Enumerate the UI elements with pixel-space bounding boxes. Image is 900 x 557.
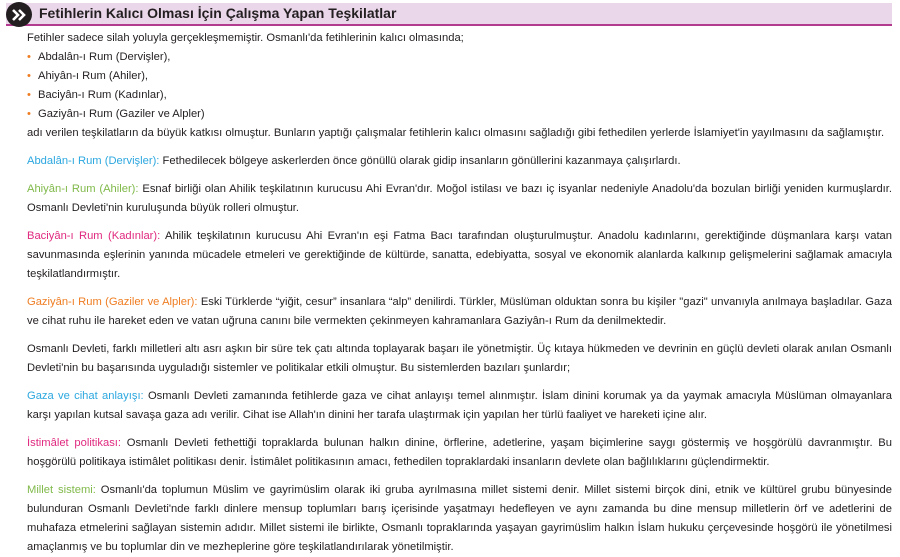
term-ahiyan: Ahiyân-ı Rum (Ahiler):: [27, 183, 139, 195]
section-header: [6, 3, 892, 26]
paragraph-abdalan: [27, 152, 892, 171]
term-abdalan: Abdalân-ı Rum (Dervişler):: [27, 155, 160, 167]
teskilat-list: [27, 48, 892, 124]
paragraph-istimalet: [27, 434, 892, 472]
intro-after-text: adı verilen teşkilatların da büyük katkısı olmuştur. Bunların yaptığı çalışmalar fetihlerin kalıcı olmasını sağladığı gibi fethedilen yerlerde İslamiyet'in yayılmasını da sağlamıştır.: [27, 127, 885, 139]
list-item: • Gaziyân-ı Rum (Gaziler ve Alpler): [27, 105, 892, 124]
list-item: • Baciyân-ı Rum (Kadınlar),: [27, 86, 892, 105]
term-gaziyan: Gaziyân-ı Rum (Gaziler ve Alpler):: [27, 296, 198, 308]
paragraph-devlet: Osmanlı Devleti, farklı milletleri altı asrı aşkın bir süre tek çatı altında toplayarak başarı ile yönetmiştir. Üç kıtaya hükmeden ve devrinin en güçlü devleti olarak anılan Osmanlı Devleti'nin bu başarısında uyguladığı sistemler ve politikalar etkili olmuştur. Bu sistemlerden bazıları şunlardır;: [27, 343, 892, 374]
paragraph-ahiyan: [27, 180, 892, 218]
list-item: • Ahiyân-ı Rum (Ahiler),: [27, 67, 892, 86]
text-abdalan: Fethedilecek bölgeye askerlerden önce gönüllü olarak gidip insanların gönüllerini kazanmaya çalışırlardı.: [159, 155, 681, 167]
text-gaziyan: Eski Türklerde “yiğit, cesur” insanlara “alp” denilirdi. Türkler, Müslüman olduktan sonra bu kişiler "gazi" unvanıyla anılmaya başladılar. Gaza ve cihat ruhu ile hareket eden ve vatan uğruna canını bile vermekten çekinmeyen kahramanlara Gaziyân-ı Rum da denilmektedir.: [27, 296, 892, 327]
paragraph-gaza: [27, 387, 892, 425]
content: [27, 29, 892, 557]
term-gaza: Gaza ve cihat anlayışı:: [27, 390, 144, 402]
double-chevron-right-icon: [6, 2, 32, 27]
paragraph-baciyan: [27, 227, 892, 284]
paragraph-gaziyan: [27, 293, 892, 331]
text-millet: Osmanlı'da toplumun Müslim ve gayrimüslim olarak iki gruba ayrılmasına millet sistemi denir. Millet sistemi birçok dini, etnik ve kültürel grubu bünyesinde bulunduran Osmanlı Devleti'nde farklı dinlere mensup toplumları barış içerisinde yaşatmayı hedefleyen ve aynı zamanda bu dine mensup milletlerin örf ve adetlerini de muhafaza etmelerini sağlayan sistemin adıdır. Millet sistemi ile birlikte, Osmanlı topraklarında yaşayan gayrimüslim halkın İslam hukuku çerçevesinde hoşgörü ile yönetilmesi amaçlanmış ve bu toplumlar din ve mezheplerine göre teşkilatlandırılarak yönetilmiştir.: [27, 484, 892, 553]
term-baciyan: Baciyân-ı Rum (Kadınlar):: [27, 230, 161, 242]
term-millet: Millet sistemi:: [27, 484, 96, 496]
text-baciyan: Ahilik teşkilatının kurucusu Ahi Evran'ın eşi Fatma Bacı tarafından oluşturulmuştur. Anadolu kadınlarını, gerektiğinde düşmanlara karşı vatan savunmasında eşlerinin yanında mücadele etmeleri ve gerektiğinde de kültürde, sanatta, edebiyatta, sosyal ve ekonomik alanlarda kalkınıp gelişmelerini sağlamak amacıyla teşkilatlandırmıştır.: [27, 230, 892, 280]
text-gaza: Osmanlı Devleti zamanında fetihlerde gaza ve cihat anlayışı temel alınmıştır. İslam dinini korumak ya da yaymak amacıyla Müslüman olmayanlara karşı yapılan kutsal savaşa gaza adı verilir. Cihat ise Allah'ın dinini her tarafa ulaştırmak için yapılan her türlü faaliyet ve hareketi içine alır.: [27, 390, 892, 421]
section-title: Fetihlerin Kalıcı Olması İçin Çalışma Yapan Teşkilatlar: [39, 5, 397, 21]
intro-text: Fetihler sadece silah yoluyla gerçekleşmemiştir. Osmanlı'da fetihlerinin kalıcı olmasında;: [27, 32, 464, 44]
text-ahiyan: Esnaf birliği olan Ahilik teşkilatının kurucusu Ahi Evran'dır. Moğol istilası ve bazı iç isyanlar nedeniyle Anadolu'da bozulan birliği yeniden kurmuşlardır. Osmanlı Devleti'nin kuruluşunda büyük rolleri olmuştur.: [27, 183, 892, 214]
paragraph-millet: [27, 481, 892, 557]
text-istimalet: Osmanlı Devleti fethettiği topraklarda bulunan halkın dinine, örflerine, adetlerine, yaşam biçimlerine saygı göstermiş ve hoşgörülü davranmıştır. Bu hoşgörülü politikaya istimâlet politikası denir. İstimâlet politikasının amacı, fethedilen topraklardaki insanların devlete olan bağlılıklarını güçlendirmektir.: [27, 437, 892, 468]
term-istimalet: İstimâlet politikası:: [27, 437, 122, 449]
list-item: • Abdalân-ı Rum (Dervişler),: [27, 48, 892, 67]
